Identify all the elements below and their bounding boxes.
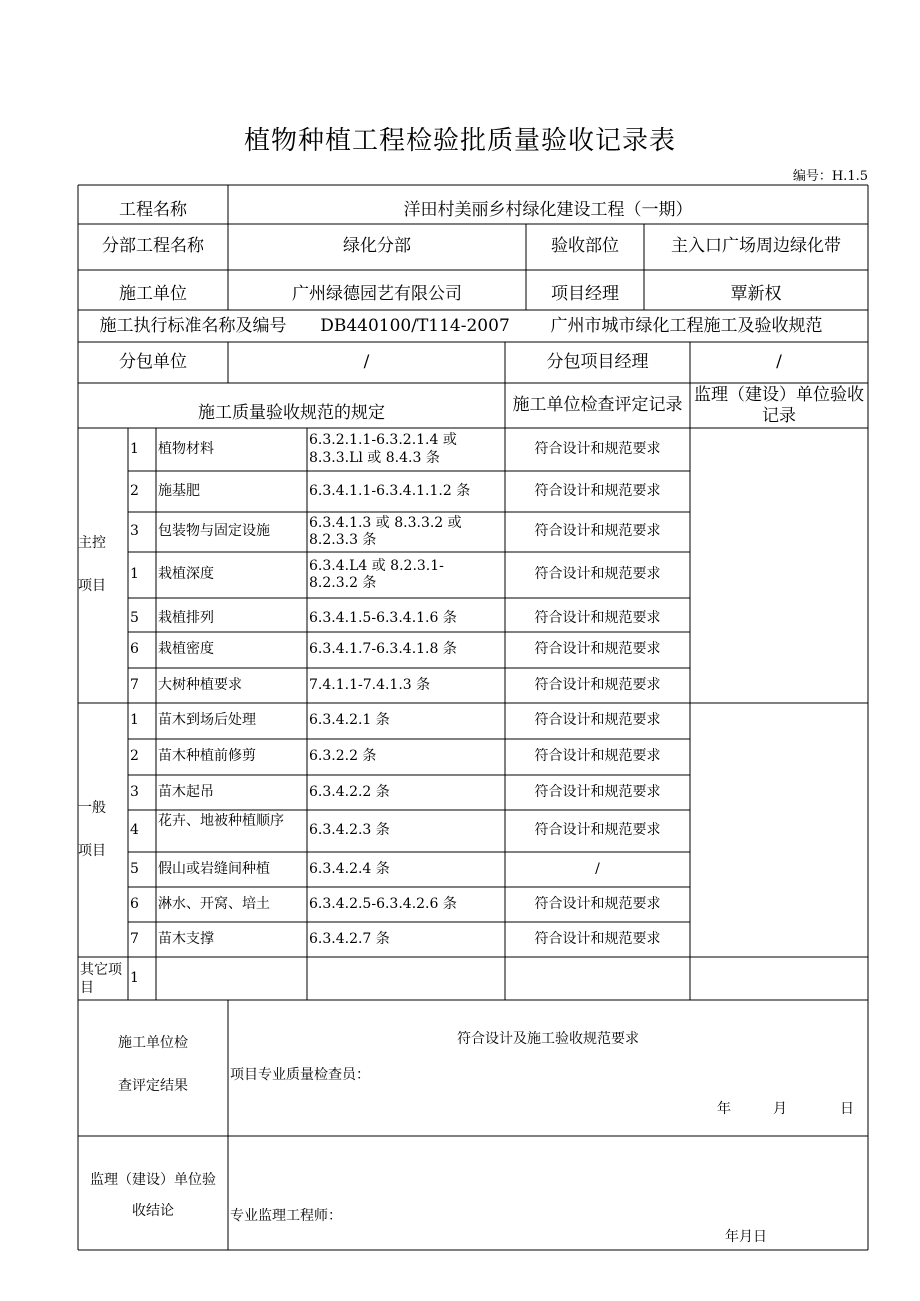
accept-part-label: 验收部位 [551,236,619,257]
contractor-result-label [78,1035,228,1095]
contractor-date-year: 年 [717,1101,731,1118]
contractor-result-label-2: 查评定结果 [118,1077,188,1094]
supervisor-result-label-1: 监理（建设）单位验 [90,1172,216,1188]
general-row-3-clause: 6.3.4.2.2 条 [309,783,390,800]
main-row-6-no: 6 [130,641,139,658]
main-row-7-name: 大树种植要求 [158,676,242,693]
header-supervise: 监理（建设）单位验收记录 [694,384,864,426]
main-row-7-no: 7 [130,676,139,693]
contractor-date-month: 月 [773,1101,787,1118]
contractor-conclusion: 符合设计及施工验收规范要求 [457,1031,639,1048]
quality-inspector-label: 项目专业质量检查员： [230,1067,370,1084]
general-row-3-result: 符合设计和规范要求 [534,783,661,800]
standard-name: 广州市城市绿化工程施工及验收规范 [550,316,823,337]
other-items-label: 其它项目 [80,961,122,996]
standard-label: 施工执行标准名称及编号 [99,316,287,337]
accept-part-value: 主入口广场周边绿化带 [671,236,841,257]
main-row-6-clause: 6.3.4.1.7-6.3.4.1.8 条 [309,641,457,658]
header-spec: 施工质量验收规范的规定 [198,403,385,424]
general-row-6-name: 淋水、开窝、培土 [158,895,270,912]
general-row-5-clause: 6.3.4.2.4 条 [309,860,390,877]
page-title: 植物种植工程检验批质量验收记录表 [243,126,676,156]
sub-manager-label: 分包项目经理 [546,351,649,372]
general-row-5-result: / [595,860,600,877]
manager-value: 覃新权 [730,284,782,305]
general-row-2-no: 2 [130,748,139,765]
main-row-1-clause: 6.3.2.1.1-6.3.2.1.4 或 8.3.3.Ll 或 8.4.3 条 [309,432,457,466]
main-row-1-result: 符合设计和规范要求 [534,440,661,457]
general-row-2-result: 符合设计和规范要求 [534,748,661,765]
main-row-6-name: 栽植密度 [158,641,214,658]
supervisor-result-label-2: 收结论 [132,1202,174,1219]
form-code: 编号：H.1.5 [792,169,868,184]
main-row-4-clause: 6.3.4.L4 或 8.2.3.1-8.2.3.2 条 [309,557,444,591]
contractor-label: 施工单位 [119,284,187,305]
main-row-4-name: 栽植深度 [158,566,214,583]
main-row-2-result: 符合设计和规范要求 [534,482,661,499]
main-row-3-result: 符合设计和规范要求 [534,523,661,540]
header-check: 施工单位检查评定记录 [512,395,683,416]
general-row-2-clause: 6.3.2.2 条 [309,748,377,765]
main-row-7-clause: 7.4.1.1-7.4.1.3 条 [309,676,431,693]
supervisor-result-label [78,1172,228,1220]
main-row-6-result: 符合设计和规范要求 [534,641,661,658]
main-items-label-2: 项目 [78,577,106,594]
sub-label: 分包单位 [119,351,187,372]
general-row-4-result: 符合设计和规范要求 [534,822,661,839]
division-label: 分部工程名称 [102,236,204,257]
general-items-label [78,800,128,860]
general-row-6-result: 符合设计和规范要求 [534,895,661,912]
main-row-2-no: 2 [130,482,139,499]
main-items-label [78,535,128,595]
main-row-5-clause: 6.3.4.1.5-6.3.4.1.6 条 [309,610,457,627]
main-row-4-result: 符合设计和规范要求 [534,566,661,583]
general-row-3-name: 苗木起吊 [158,783,214,800]
general-row-5-name: 假山或岩缝间种植 [158,860,270,877]
main-row-5-result: 符合设计和规范要求 [534,610,661,627]
main-row-2-name: 施基肥 [158,482,200,499]
division-value: 绿化分部 [343,236,411,257]
contractor-value: 广州绿德园艺有限公司 [292,284,462,305]
general-items-label-2: 项目 [78,842,106,859]
general-row-1-name: 苗木到场后处理 [158,712,256,729]
main-row-2-clause: 6.3.4.1.1-6.3.4.1.1.2 条 [309,482,471,499]
general-row-1-clause: 6.3.4.2.1 条 [309,712,390,729]
other-items-no: 1 [130,969,139,986]
supervisor-date: 年月日 [725,1229,767,1246]
main-row-3-name: 包装物与固定设施 [158,523,270,540]
contractor-date-day: 日 [840,1101,854,1118]
contractor-result-label-1: 施工单位检 [118,1035,188,1051]
general-row-6-clause: 6.3.4.2.5-6.3.4.2.6 条 [309,895,457,912]
general-row-1-no: 1 [130,712,139,729]
general-row-4-clause: 6.3.4.2.3 条 [309,822,390,839]
main-row-1-no: 1 [130,440,139,457]
main-items-label-1: 主控 [78,535,106,551]
main-row-3-clause: 6.3.4.1.3 或 8.3.3.2 或 8.2.3.3 条 [309,514,462,548]
general-row-2-name: 苗木种植前修剪 [158,748,256,765]
general-row-5-no: 5 [130,860,139,877]
project-name-label: 工程名称 [119,199,187,220]
main-row-5-name: 栽植排列 [158,610,214,627]
general-row-7-no: 7 [130,930,139,947]
main-row-1-name: 植物材料 [158,440,214,457]
standard-code: DB440100/T114-2007 [320,316,510,337]
general-row-7-clause: 6.3.4.2.7 条 [309,930,390,947]
general-row-7-name: 苗木支撑 [158,930,214,947]
main-row-7-result: 符合设计和规范要求 [534,676,661,693]
general-items-label-1: 一般 [78,800,106,816]
project-name-value: 洋田村美丽乡村绿化建设工程（一期） [403,199,693,220]
general-row-1-result: 符合设计和规范要求 [534,712,661,729]
general-row-4-name: 花卉、地被种植顺序 [158,813,284,830]
general-row-4-no: 4 [130,822,139,839]
main-row-3-no: 3 [130,523,139,540]
general-row-3-no: 3 [130,783,139,800]
supervising-engineer-label: 专业监理工程师： [230,1208,342,1225]
main-row-5-no: 5 [130,610,139,627]
sub-value: / [363,351,370,372]
general-row-6-no: 6 [130,895,139,912]
general-row-7-result: 符合设计和规范要求 [534,930,661,947]
sub-manager-value: / [776,351,782,372]
main-row-4-no: 1 [130,566,139,583]
manager-label: 项目经理 [551,284,619,305]
